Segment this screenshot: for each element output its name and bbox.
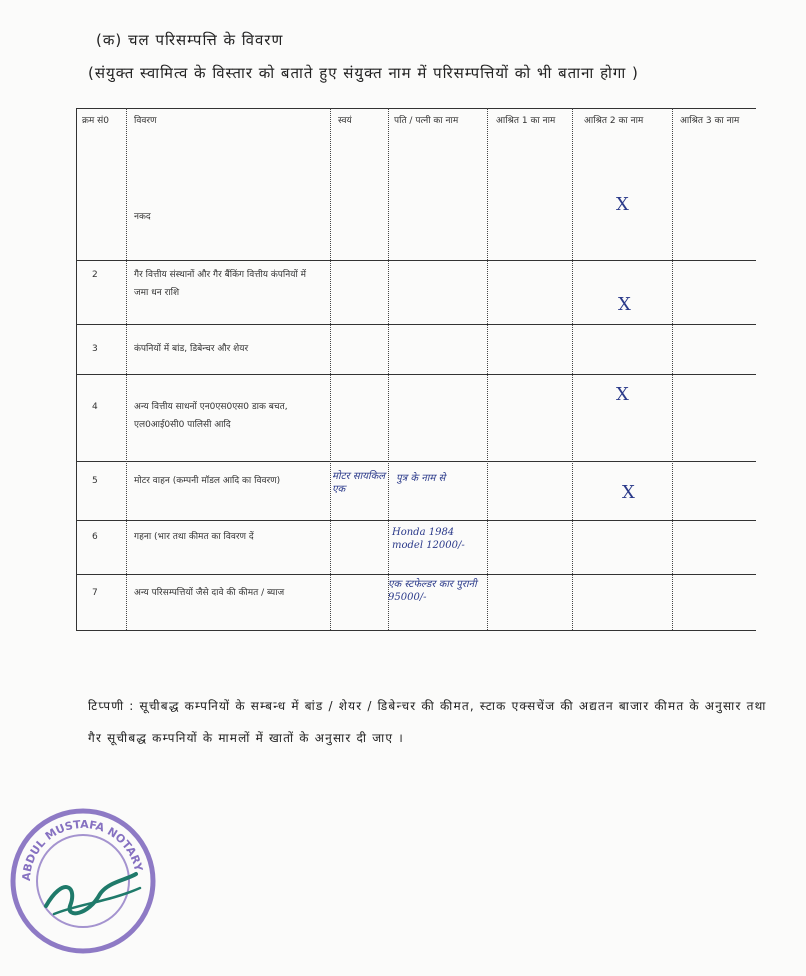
row-1-description: नकद	[134, 212, 151, 222]
row-4-serial: 4	[92, 402, 98, 412]
section-subheading: (संयुक्त स्वामित्व के विस्तार को बताते हुए संयुक्त नाम में परिसम्पत्तियों को भी बताना होगा )	[88, 64, 639, 82]
row-3-serial: 3	[92, 344, 98, 354]
row-3-description: कंपनियों में बांड, डिबेन्चर और शेयर	[134, 344, 249, 354]
row-7-spouse-value: एक स्टफेल्डर कार पुरानी 95000/-	[388, 579, 477, 603]
row-5-serial: 5	[92, 476, 98, 486]
row-6-serial: 6	[92, 532, 98, 542]
row-5-description: मोटर वाहन (कम्पनी मॉडल आदि का विवरण)	[134, 476, 281, 486]
row-4-description: अन्य वित्तीय साधनों एन0एस0एस0 डाक बचत, एल0आई0सी0 पालिसी आदि	[134, 402, 288, 430]
header-serial: क्रम सं0	[82, 116, 109, 126]
row-7-serial: 7	[92, 588, 98, 598]
header-description: विवरण	[134, 116, 157, 126]
row-5-spouse-value: पुत्र के नाम से	[396, 473, 446, 484]
section-heading: (क) चल परिसम्पत्ति के विवरण	[96, 31, 284, 49]
row-5-self-value: मोटर सायकिल एक	[332, 471, 386, 495]
row-2-dependent-2-mark: X	[618, 294, 631, 315]
header-dependent-3: आश्रित 3 का नाम	[680, 116, 740, 126]
header-self: स्वयं	[338, 116, 352, 126]
footnote: टिप्पणी : सूचीबद्ध कम्पनियों के सम्बन्ध में बांड / शेयर / डिबेन्चर की कीमत, स्टाक एक्सचेंज की अद्यतन बाजार कीमत के अनुसार तथा गैर सूचीबद्ध कम्पनियों के मामलों में खातों के अनुसार दी जाए ।	[88, 699, 767, 745]
header-spouse: पति / पत्नी का नाम	[394, 116, 459, 126]
row-7-description: अन्य परिसम्पत्तियों जैसे दावे की कीमत / ब्याज	[134, 588, 285, 598]
row-1-dependent-2-mark: X	[616, 194, 629, 215]
row-6-description: गहना (भार तथा कीमत का विवरण दें	[134, 532, 254, 542]
header-dependent-2: आश्रित 2 का नाम	[584, 116, 644, 126]
header-dependent-1: आश्रित 1 का नाम	[496, 116, 556, 126]
notary-seal	[8, 806, 158, 956]
seal-text: ABDUL MUSTAFA NOTARY	[19, 817, 146, 882]
row-4-dependent-2-mark: X	[616, 384, 629, 405]
row-2-serial: 2	[92, 270, 98, 280]
row-5-dependent-2-mark: X	[622, 482, 635, 503]
assets-table	[76, 108, 756, 630]
row-2-description: गैर वित्तीय संस्थानों और गैर बैंकिंग वित्तीय कंपनियों में जमा धन राशि	[134, 270, 307, 298]
row-6-spouse-value: Honda 1984 model 12000/-	[392, 527, 465, 551]
